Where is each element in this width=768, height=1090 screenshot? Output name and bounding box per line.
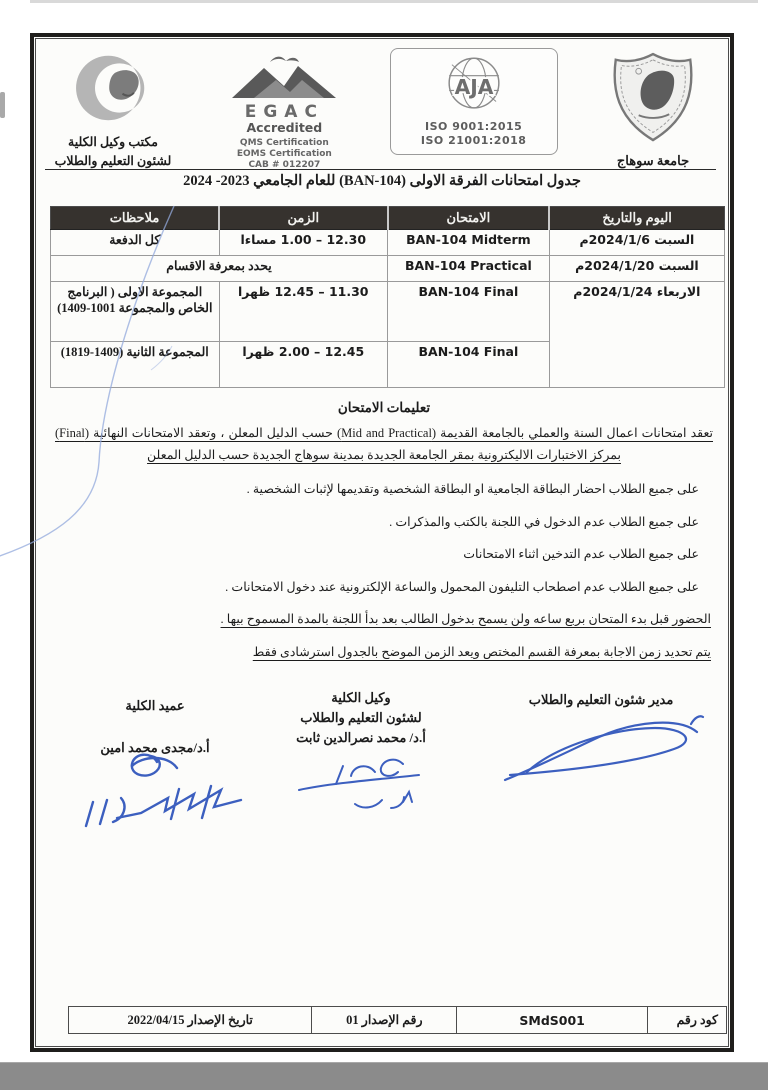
dean-signature-mark — [61, 744, 249, 832]
scan-smudge-artifact — [0, 92, 5, 118]
notes-cell: المجموعة الثانية (1409-1819) — [51, 342, 220, 388]
signature-block-vice-dean — [275, 688, 447, 814]
vice-dean-title-line-1: وكيل الكلية — [331, 690, 391, 705]
aja-iso-line-2: ISO 21001:2018 — [420, 134, 527, 147]
instruction-item: على جميع الطلاب عدم الدخول في اللجنة بالكتب والمذكرات . — [389, 514, 699, 529]
issue-date-cell: تاريخ الإصدار 2022/04/15 — [69, 1007, 312, 1034]
university-shield-icon — [610, 50, 696, 146]
instructions-intro: تعقد امتحانات اعمال السنة والعملي بالجامعة القديمة (Mid and Practical) حسب الدليل المعلن ، وتعقد الامتحانات النهائية (Final) بمركز الاختبارات الاليكترونية بمقر الجامعة الجديدة بمدينة سوهاج الجديدة حسب الدليل المعلن — [55, 426, 713, 462]
egac-cert-line-2: EOMS Certification — [236, 149, 332, 159]
revision-table — [68, 1006, 727, 1034]
time-cell: 12.30 – 1.00 مساءا — [219, 230, 388, 256]
crescent-logo-icon — [54, 52, 172, 124]
code-label-cell: كود رقم — [648, 1007, 727, 1034]
instructions-section — [55, 400, 713, 674]
revision-table-wrap — [68, 1006, 727, 1034]
office-caption-line-1: مكتب وكيل الكلية — [68, 135, 158, 149]
exam-cell: BAN-104 Final — [388, 342, 550, 388]
svg-text:AJA: AJA — [454, 75, 494, 100]
title-separator — [45, 169, 716, 170]
date-cell: السبت 2024/1/6م — [549, 230, 724, 256]
revision-row — [69, 1007, 727, 1034]
university-caption: جامعة سوهاج — [616, 153, 690, 168]
egac-logo-block — [214, 48, 354, 171]
header-logos — [47, 48, 713, 170]
egac-subtitle: Accredited — [246, 120, 323, 135]
office-caption-line-2: لشئون التعليم والطلاب — [54, 154, 172, 168]
instruction-item: على جميع الطلاب عدم اصطحاب التليفون المحمول والساعة الإلكترونية عند دخول الامتحانات . — [225, 579, 699, 594]
col-header-date: اليوم والتاريخ — [549, 207, 724, 230]
university-logo-block — [593, 48, 713, 169]
page-content — [37, 40, 727, 1045]
schedule-row-practical — [51, 256, 725, 282]
aja-logo-block — [390, 48, 558, 155]
notes-cell: كل الدفعة — [51, 230, 220, 256]
office-logo-block — [47, 48, 179, 171]
exam-cell: BAN-104 Final — [388, 282, 550, 342]
vice-dean-name: أ.د/ محمد نصرالدين ثابت — [296, 730, 426, 745]
code-value-cell: SMdS001 — [457, 1007, 648, 1034]
schedule-table-wrap — [50, 206, 725, 388]
instruction-item: على جميع الطلاب عدم التدخين اثناء الامتحانات — [463, 547, 699, 561]
page-title: جدول امتحانات الفرقة الاولى (BAN-104) للعام الجامعي 2023- 2024 — [183, 173, 581, 189]
schedule-header-row — [51, 207, 725, 230]
aja-globe-icon — [428, 53, 520, 115]
aja-iso-line-1: ISO 9001:2015 — [425, 120, 523, 133]
date-cell: الاربعاء 2024/1/24م — [549, 282, 724, 388]
scanner-strip — [0, 1062, 768, 1090]
vice-dean-title-line-2: لشئون التعليم والطلاب — [300, 710, 422, 725]
col-header-notes: ملاحظات — [51, 207, 220, 230]
instructions-heading: تعليمات الامتحان — [337, 400, 431, 415]
signature-block-dean — [59, 696, 251, 832]
egac-cert-line-3: CAB # 012207 — [248, 160, 321, 170]
time-cell: 12.45 – 2.00 ظهرا — [219, 342, 388, 388]
director-signature-mark — [493, 710, 709, 786]
egac-title: EGAC — [244, 102, 324, 122]
signature-block-director — [493, 690, 709, 786]
exam-cell: BAN-104 Midterm — [388, 230, 550, 256]
vice-dean-signature-mark — [291, 752, 431, 814]
notes-cell: المجموعة الاولى ( البرنامج الخاص والمجموعة 1001-1409) — [51, 282, 220, 342]
dean-name: أ.د/مجدى محمد امين — [100, 740, 210, 755]
schedule-row-final-group1 — [51, 282, 725, 342]
issue-number-cell: رقم الإصدار 01 — [312, 1007, 457, 1034]
scanner-edge-artifact — [30, 0, 758, 3]
instruction-item: على جميع الطلاب احضار البطاقة الجامعية او البطاقة الشخصية وتقديمها لإثبات الشخصية . — [246, 482, 699, 496]
date-cell: السبت 2024/1/20م — [549, 256, 724, 282]
time-cell: 11.30 – 12.45 ظهرا — [219, 282, 388, 342]
egac-mountains-icon — [228, 52, 340, 100]
egac-cert-line-1: QMS Certification — [239, 138, 329, 148]
schedule-row-midterm — [51, 230, 725, 256]
time-notes-merged-cell: يحدد بمعرفة الاقسام — [51, 256, 388, 282]
instruction-item-underlined: الحضور قبل بدء المتحان بربع ساعه ولن يسمح بدخول الطالب بعد بدأ اللجنة بالمدة المسموح بيها . — [220, 612, 711, 626]
director-title: مدير شئون التعليم والطلاب — [528, 692, 674, 707]
col-header-time: الزمن — [219, 207, 388, 230]
document-page — [30, 33, 734, 1052]
col-header-exam: الامتحان — [388, 207, 550, 230]
schedule-table — [50, 206, 725, 388]
dean-title: عميد الكلية — [125, 698, 185, 713]
instruction-item-underlined: يتم تحديد زمن الاجابة بمعرفة القسم المختص ويعد الزمن الموضح بالجدول استرشادى فقط — [252, 644, 711, 659]
exam-cell: BAN-104 Practical — [388, 256, 550, 282]
